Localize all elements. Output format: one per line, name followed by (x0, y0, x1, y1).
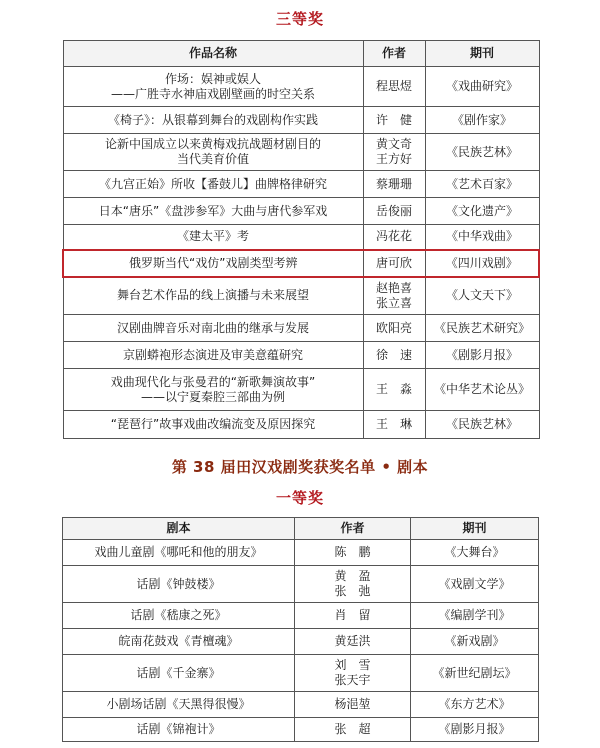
table-row (63, 540, 539, 566)
journal-cell: 《剧影月报》 (425, 342, 539, 369)
journal-cell: 《剧作家》 (425, 107, 539, 134)
author-cell: 黄文奇 王方好 (363, 134, 425, 171)
author-cell: 冯花花 (363, 225, 425, 250)
author-cell: 唐可欣 (363, 250, 425, 277)
journal-cell: 《编剧学刊》 (411, 603, 539, 629)
script-cell: 皖南花鼓戏《青檀魂》 (63, 629, 295, 655)
journal-cell: 《新戏剧》 (411, 629, 539, 655)
journal-cell: 《中华戏曲》 (425, 225, 539, 250)
author-cell: 欧阳亮 (363, 315, 425, 342)
work-cell: 《九宫正始》所收【番鼓儿】曲牌格律研究 (63, 171, 363, 198)
work-cell: 日本“唐乐”《盘涉参军》大曲与唐代参军戏 (63, 198, 363, 225)
author-cell: 张 超 (295, 718, 411, 742)
table-row (63, 134, 539, 171)
table-row (63, 67, 539, 107)
first-prize-table (62, 517, 539, 742)
work-cell: 汉剧曲牌音乐对南北曲的继承与发展 (63, 315, 363, 342)
column-header-journal: 期刊 (411, 518, 539, 540)
third-prize-heading: 三等奖 (275, 10, 324, 28)
table-row (63, 198, 539, 225)
journal-cell: 《民族艺林》 (425, 134, 539, 171)
table-row (63, 411, 539, 439)
script-cell: 话剧《千金寨》 (63, 655, 295, 692)
author-cell: 杨浥堃 (295, 692, 411, 718)
table-row (63, 369, 539, 411)
script-cell: 话剧《钟鼓楼》 (63, 566, 295, 603)
author-cell: 黄廷洪 (295, 629, 411, 655)
table-row-highlighted (63, 250, 539, 277)
table-row (63, 277, 539, 315)
column-header-author: 作者 (295, 518, 411, 540)
journal-cell: 《戏曲研究》 (425, 67, 539, 107)
table-row (63, 107, 539, 134)
table-row (63, 171, 539, 198)
journal-cell: 《民族艺林》 (425, 411, 539, 439)
author-cell: 许 健 (363, 107, 425, 134)
table-row (63, 342, 539, 369)
work-cell: 戏曲现代化与张曼君的“新歌舞演故事” ——以宁夏秦腔三部曲为例 (63, 369, 363, 411)
journal-cell: 《戏剧文学》 (411, 566, 539, 603)
author-cell: 岳俊丽 (363, 198, 425, 225)
work-cell: 作场：娱神或娱人 ——广胜寺水神庙戏剧壁画的时空关系 (63, 67, 363, 107)
table-header-row (63, 41, 539, 67)
table-row (63, 718, 539, 742)
column-header-journal: 期刊 (425, 41, 539, 67)
journal-cell: 《人文天下》 (425, 277, 539, 315)
work-cell: 论新中国成立以来黄梅戏抗战题材剧目的 当代美育价值 (63, 134, 363, 171)
work-cell: 《建太平》考 (63, 225, 363, 250)
award-list-title: 第 38 届田汉戏剧奖获奖名单 • 剧本 (171, 458, 429, 476)
table-row (63, 629, 539, 655)
script-cell: 话剧《锦袍计》 (63, 718, 295, 742)
journal-cell: 《新世纪剧坛》 (411, 655, 539, 692)
journal-cell: 《民族艺术研究》 (425, 315, 539, 342)
journal-cell: 《四川戏剧》 (425, 250, 539, 277)
table-row (63, 566, 539, 603)
table-row (63, 655, 539, 692)
script-cell: 话剧《嵇康之死》 (63, 603, 295, 629)
third-prize-table (62, 40, 540, 439)
work-cell: 舞台艺术作品的线上演播与未来展望 (63, 277, 363, 315)
table-row (63, 692, 539, 718)
journal-cell: 《中华艺术论丛》 (425, 369, 539, 411)
script-cell: 小剧场话剧《天黑得很慢》 (63, 692, 295, 718)
table-row (63, 315, 539, 342)
column-header-work: 作品名称 (63, 41, 363, 67)
work-cell: 《椅子》：从银幕到舞台的戏剧构作实践 (63, 107, 363, 134)
author-cell: 蔡珊珊 (363, 171, 425, 198)
author-cell: 肖 留 (295, 603, 411, 629)
work-cell: 俄罗斯当代“戏仿”戏剧类型考辨 (63, 250, 363, 277)
journal-cell: 《大舞台》 (411, 540, 539, 566)
journal-cell: 《东方艺术》 (411, 692, 539, 718)
journal-cell: 《艺术百家》 (425, 171, 539, 198)
author-cell: 赵艳喜 张立喜 (363, 277, 425, 315)
first-prize-heading: 一等奖 (275, 489, 324, 507)
work-cell: “琵琶行”故事戏曲改编流变及原因探究 (63, 411, 363, 439)
author-cell: 徐 速 (363, 342, 425, 369)
column-header-script: 剧本 (63, 518, 295, 540)
author-cell: 王 淼 (363, 369, 425, 411)
table-header-row (63, 518, 539, 540)
script-cell: 戏曲儿童剧《哪吒和他的朋友》 (63, 540, 295, 566)
table-row (63, 603, 539, 629)
journal-cell: 《文化遗产》 (425, 198, 539, 225)
journal-cell: 《剧影月报》 (411, 718, 539, 742)
author-cell: 刘 雪 张天宇 (295, 655, 411, 692)
author-cell: 王 琳 (363, 411, 425, 439)
column-header-author: 作者 (363, 41, 425, 67)
author-cell: 黄 盈 张 弛 (295, 566, 411, 603)
work-cell: 京剧蟒袍形态演进及审美意蕴研究 (63, 342, 363, 369)
table-row (63, 225, 539, 250)
author-cell: 陈 鹏 (295, 540, 411, 566)
author-cell: 程思煜 (363, 67, 425, 107)
